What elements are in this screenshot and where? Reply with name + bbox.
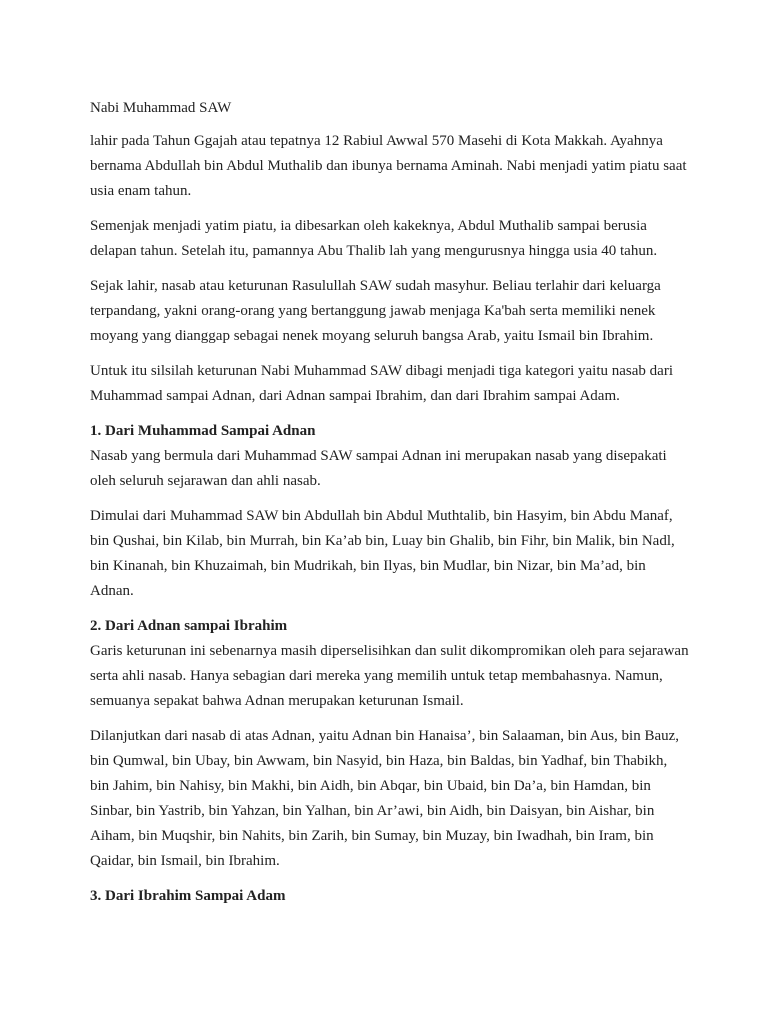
intro-paragraph-4: Untuk itu silsilah keturunan Nabi Muhammad SAW dibagi menjadi tiga kategori yaitu nasab dari Muhammad sampai Adnan, dari Adnan sampai Ibrahim, dan dari Ibrahim sampai Adam.	[90, 363, 673, 404]
section-heading-2: 2. Dari Adnan sampai Ibrahim	[90, 618, 288, 634]
document-page	[90, 96, 690, 909]
section-heading-1: 1. Dari Muhammad Sampai Adnan	[90, 423, 316, 439]
intro-paragraph-2: Semenjak menjadi yatim piatu, ia dibesarkan oleh kakeknya, Abdul Muthalib sampai berusia delapan tahun. Setelah itu, pamannya Abu Thalib lah yang mengurusnya hingga usia 40 tahun.	[90, 218, 658, 259]
section-2-paragraph-1: Garis keturunan ini sebenarnya masih diperselisihkan dan sulit dikompromikan oleh para sejarawan serta ahli nasab. Hanya sebagian dari mereka yang memilih untuk tetap membahasnya. Namun, semuanya sepakat bahwa Adnan merupakan keturunan Ismail.	[90, 643, 689, 709]
intro-paragraph-3: Sejak lahir, nasab atau keturunan Rasulullah SAW sudah masyhur. Beliau terlahir dari keluarga terpandang, yakni orang-orang yang bertanggung jawab menjaga Ka'bah serta memiliki nenek moyang yang dianggap sebagai nenek moyang seluruh bangsa Arab, yaitu Ismail bin Ibrahim.	[90, 278, 661, 344]
section-2-paragraph-2: Dilanjutkan dari nasab di atas Adnan, yaitu Adnan bin Hanaisa’, bin Salaaman, bin Aus, bin Bauz, bin Qumwal, bin Ubay, bin Awwam, bin Nasyid, bin Haza, bin Baldas, bin Yadhaf, bin Thabikh, bin Jahim, bin Nahisy, bin Makhi, bin Aidh, bin Abqar, bin Ubaid, bin Da’a, bin Hamdan, bin Sinbar, bin Yastrib, bin Yahzan, bin Yalhan, bin Ar’awi, bin Aidh, bin Daisyan, bin Aishar, bin Aiham, bin Muqshir, bin Nahits, bin Zarih, bin Sumay, bin Muzay, bin Iwadhah, bin Iram, bin Qaidar, bin Ismail, bin Ibrahim.	[90, 728, 680, 869]
intro-paragraph-1: lahir pada Tahun Ggajah atau tepatnya 12 Rabiul Awwal 570 Masehi di Kota Makkah. Ayahnya bernama Abdullah bin Abdul Muthalib dan ibunya bernama Aminah. Nabi menjadi yatim piatu saat usia enam tahun.	[90, 133, 687, 199]
document-title: Nabi Muhammad SAW	[90, 100, 232, 116]
section-1-paragraph-2: Dimulai dari Muhammad SAW bin Abdullah bin Abdul Muthtalib, bin Hasyim, bin Abdu Manaf, bin Qushai, bin Kilab, bin Murrah, bin Ka’ab bin, Luay bin Ghalib, bin Fihr, bin Malik, bin Nadl, bin Kinanah, bin Khuzaimah, bin Mudrikah, bin Ilyas, bin Mudlar, bin Nizar, bin Ma’ad, bin Adnan.	[90, 508, 675, 599]
section-1-paragraph-1: Nasab yang bermula dari Muhammad SAW sampai Adnan ini merupakan nasab yang disepakati oleh seluruh sejarawan dan ahli nasab.	[90, 448, 667, 489]
section-heading-3: 3. Dari Ibrahim Sampai Adam	[90, 888, 286, 904]
